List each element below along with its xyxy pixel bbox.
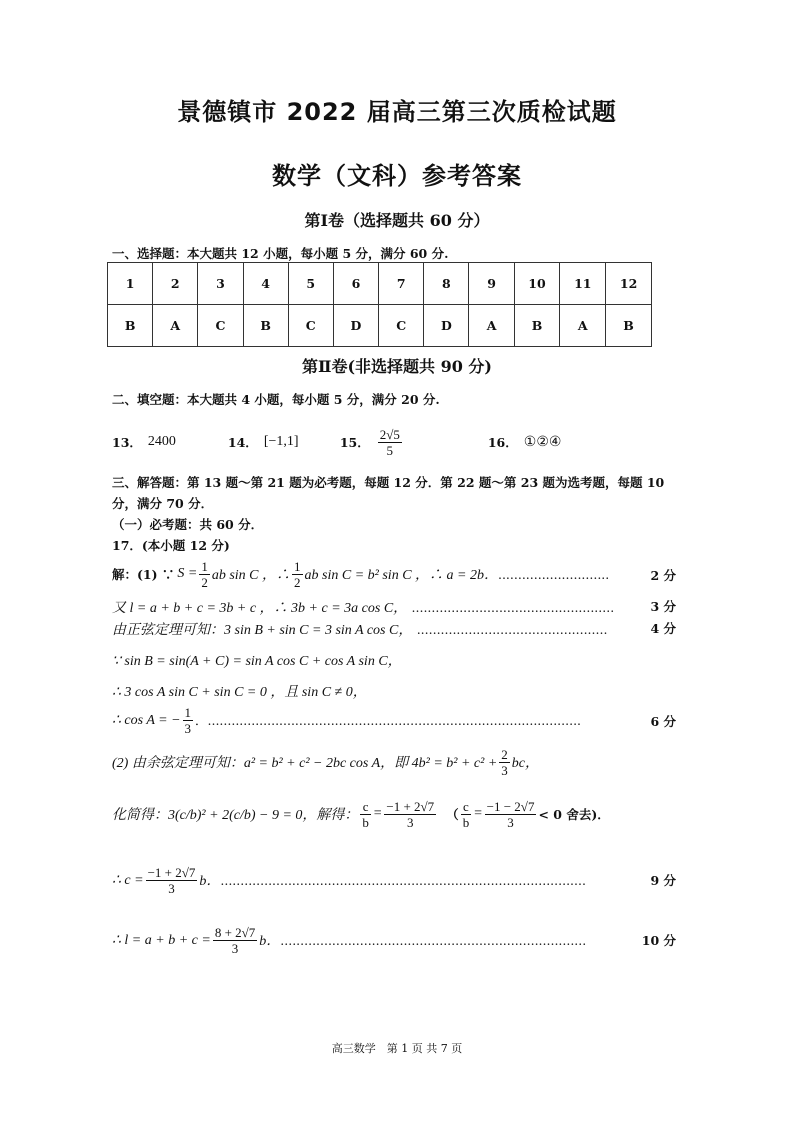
q16-label: 16．: [487, 435, 518, 450]
fraction: [292, 559, 303, 590]
table-cell: 6: [333, 263, 378, 305]
part1-heading: 第Ⅰ卷（选择题共 60 分）: [304, 211, 490, 230]
fraction-numerator: 2: [501, 746, 508, 762]
solution-line-10: [112, 918, 586, 962]
table-cell: 2: [153, 263, 198, 305]
question-17-title: 17．(本小题 12 分): [112, 538, 230, 553]
math-expression: < 0 舍去)．: [538, 807, 610, 822]
table-cell: B: [108, 305, 153, 347]
fraction-denominator: 3: [407, 814, 414, 830]
page-footer: 高三数学 第 1 页 共 7 页: [331, 1042, 463, 1055]
fraction-numerator: c: [461, 799, 472, 815]
q15-answer-fraction: [378, 427, 402, 458]
solution-line-9: [112, 858, 586, 902]
q14-answer: [−1,1]: [263, 434, 299, 449]
table-cell: 5: [288, 263, 333, 305]
fraction-numerator: 2√5: [379, 426, 400, 442]
fill-instruction: 二、填空题：本大题共 4 小题，每小题 5 分，满分 20 分.: [112, 392, 440, 407]
math-expression: ab sin C ，∴: [211, 568, 291, 583]
fraction-denominator: b: [462, 814, 470, 830]
table-cell: 4: [243, 263, 288, 305]
table-cell: A: [469, 305, 514, 347]
document-subtitle: 数学（文科）参考答案: [272, 162, 522, 190]
table-cell: 10: [514, 263, 560, 305]
fraction-denominator: 5: [386, 442, 394, 458]
solution-line-4: [112, 650, 402, 670]
fraction-denominator: 2: [294, 574, 301, 590]
leader-dots: ............................................................................................: [220, 872, 586, 888]
solution-line-1: [112, 554, 609, 594]
math-expression: ∴ cos A = −: [112, 712, 181, 728]
fraction: [213, 925, 257, 956]
math-expression: S =: [177, 566, 198, 581]
math-expression: （: [446, 807, 459, 822]
fraction: [384, 799, 436, 830]
math-expression: ∴ 3 cos A sin C + sin C = 0 ，且 sin C ≠ 0，: [112, 685, 367, 700]
math-expression: =: [372, 806, 383, 821]
fraction: [146, 865, 198, 896]
fraction-denominator: 3: [501, 762, 508, 778]
math-expression: ab sin C = b² sin C ，∴ a = 2b．: [304, 568, 498, 583]
math-expression: bc，: [511, 756, 540, 771]
score-mark: 4 分: [650, 621, 676, 636]
required-section-label: （一）必考题：共 60 分．: [112, 517, 264, 532]
table-cell: 3: [198, 263, 243, 305]
math-expression: 由正弦定理可知：3 sin B + sin C = 3 sin A cos C，: [112, 623, 413, 638]
fraction: [360, 799, 371, 830]
fraction: [183, 705, 194, 736]
fraction-numerator: −1 + 2√7: [386, 798, 435, 814]
table-cell: D: [424, 305, 469, 347]
table-cell: 7: [379, 263, 424, 305]
table-row-answers: [108, 305, 652, 347]
fraction-denominator: 3: [231, 940, 239, 956]
document-title: 景德镇市 2022 届高三第三次质检试题: [177, 98, 617, 126]
choice-answer-table: [107, 262, 652, 347]
fraction: [199, 559, 210, 590]
table-cell: 1: [108, 263, 153, 305]
q13-answer: 2400: [147, 434, 176, 449]
solution-step-prefix: 解：(1) ∵: [112, 567, 175, 582]
score-mark: 6 分: [650, 714, 676, 729]
fraction-denominator: 3: [507, 814, 514, 830]
table-cell: C: [198, 305, 243, 347]
fraction-numerator: 1: [184, 704, 192, 720]
score-mark: 10 分: [641, 933, 676, 948]
solution-line-6: [112, 700, 581, 740]
solution-line-5: [112, 681, 367, 701]
fraction: [499, 747, 510, 778]
q14-label: 14．: [227, 435, 258, 450]
table-cell: 9: [469, 263, 514, 305]
table-cell: 11: [560, 263, 606, 305]
score-mark: 9 分: [650, 873, 676, 888]
leader-dots: ...................................................: [411, 600, 615, 615]
q13-label: 13．: [112, 435, 142, 450]
table-cell: A: [560, 305, 606, 347]
score-mark: 3 分: [650, 599, 676, 614]
solve-instruction-line2: 分，满分 70 分．: [112, 496, 214, 511]
table-cell: 12: [606, 263, 652, 305]
solution-line-8: [112, 792, 610, 836]
math-expression: =: [473, 806, 483, 821]
table-cell: D: [333, 305, 378, 347]
table-row-numbers: [108, 263, 652, 305]
score-mark: 2 分: [650, 568, 676, 583]
fraction-denominator: 3: [184, 720, 192, 736]
leader-dots: ............................: [497, 566, 610, 582]
table-cell: B: [243, 305, 288, 347]
fraction-numerator: c: [360, 799, 371, 815]
table-cell: A: [153, 305, 198, 347]
table-cell: 8: [424, 263, 469, 305]
q15-label: 15．: [339, 435, 370, 450]
solution-line-3: [112, 619, 607, 639]
fraction-numerator: 8 + 2√7: [214, 924, 256, 940]
fraction-numerator: −1 + 2√7: [147, 864, 196, 880]
math-expression: ∵ sin B = sin(A + C) = sin A cos C + cos A sin C，: [112, 654, 402, 669]
fraction: [485, 799, 537, 830]
math-expression: b．: [199, 874, 221, 889]
choice-instruction: 一、选择题：本大题共 12 小题，每小题 5 分，满分 60 分.: [112, 246, 449, 261]
solution-line-2: [112, 597, 614, 617]
leader-dots: .............................................................................: [280, 932, 587, 948]
fraction-numerator: 1: [294, 558, 301, 574]
math-expression: 又 l = a + b + c = 3b + c ，∴ 3b + c = 3a cos C，: [112, 601, 408, 616]
fraction-numerator: −1 − 2√7: [486, 798, 535, 814]
math-expression: (2) 由余弦定理可知：a² = b² + c² − 2bc cos A，即 4b² = b² + c² +: [112, 756, 498, 771]
leader-dots: ................................................: [416, 622, 608, 637]
math-expression: 化简得：3(c/b)² + 2(c/b) − 9 = 0，解得：: [112, 808, 359, 823]
part2-heading: 第Ⅱ卷(非选择题共 90 分): [301, 357, 493, 376]
table-cell: C: [379, 305, 424, 347]
fraction-numerator: 1: [201, 558, 208, 574]
fraction-denominator: 3: [168, 880, 175, 896]
fraction: [461, 799, 472, 830]
fraction-denominator: 2: [201, 574, 208, 590]
math-expression: ∴ l = a + b + c =: [112, 932, 211, 948]
table-cell: B: [606, 305, 652, 347]
math-expression: b．: [259, 934, 281, 949]
leader-dots: ．..............................................................................................: [195, 713, 582, 728]
fraction-denominator: b: [362, 814, 369, 830]
math-expression: ∴ c =: [112, 872, 144, 888]
solve-instruction-line1: 三、解答题：第 13 题～第 21 题为必考题，每题 12 分．第 22 题～第 23 题为选考题，每题 10: [112, 475, 665, 490]
fill-answers-row: [112, 420, 561, 464]
solution-line-7: [112, 742, 539, 782]
table-cell: C: [288, 305, 333, 347]
table-cell: B: [514, 305, 560, 347]
q16-answer: ①②④: [523, 434, 562, 450]
